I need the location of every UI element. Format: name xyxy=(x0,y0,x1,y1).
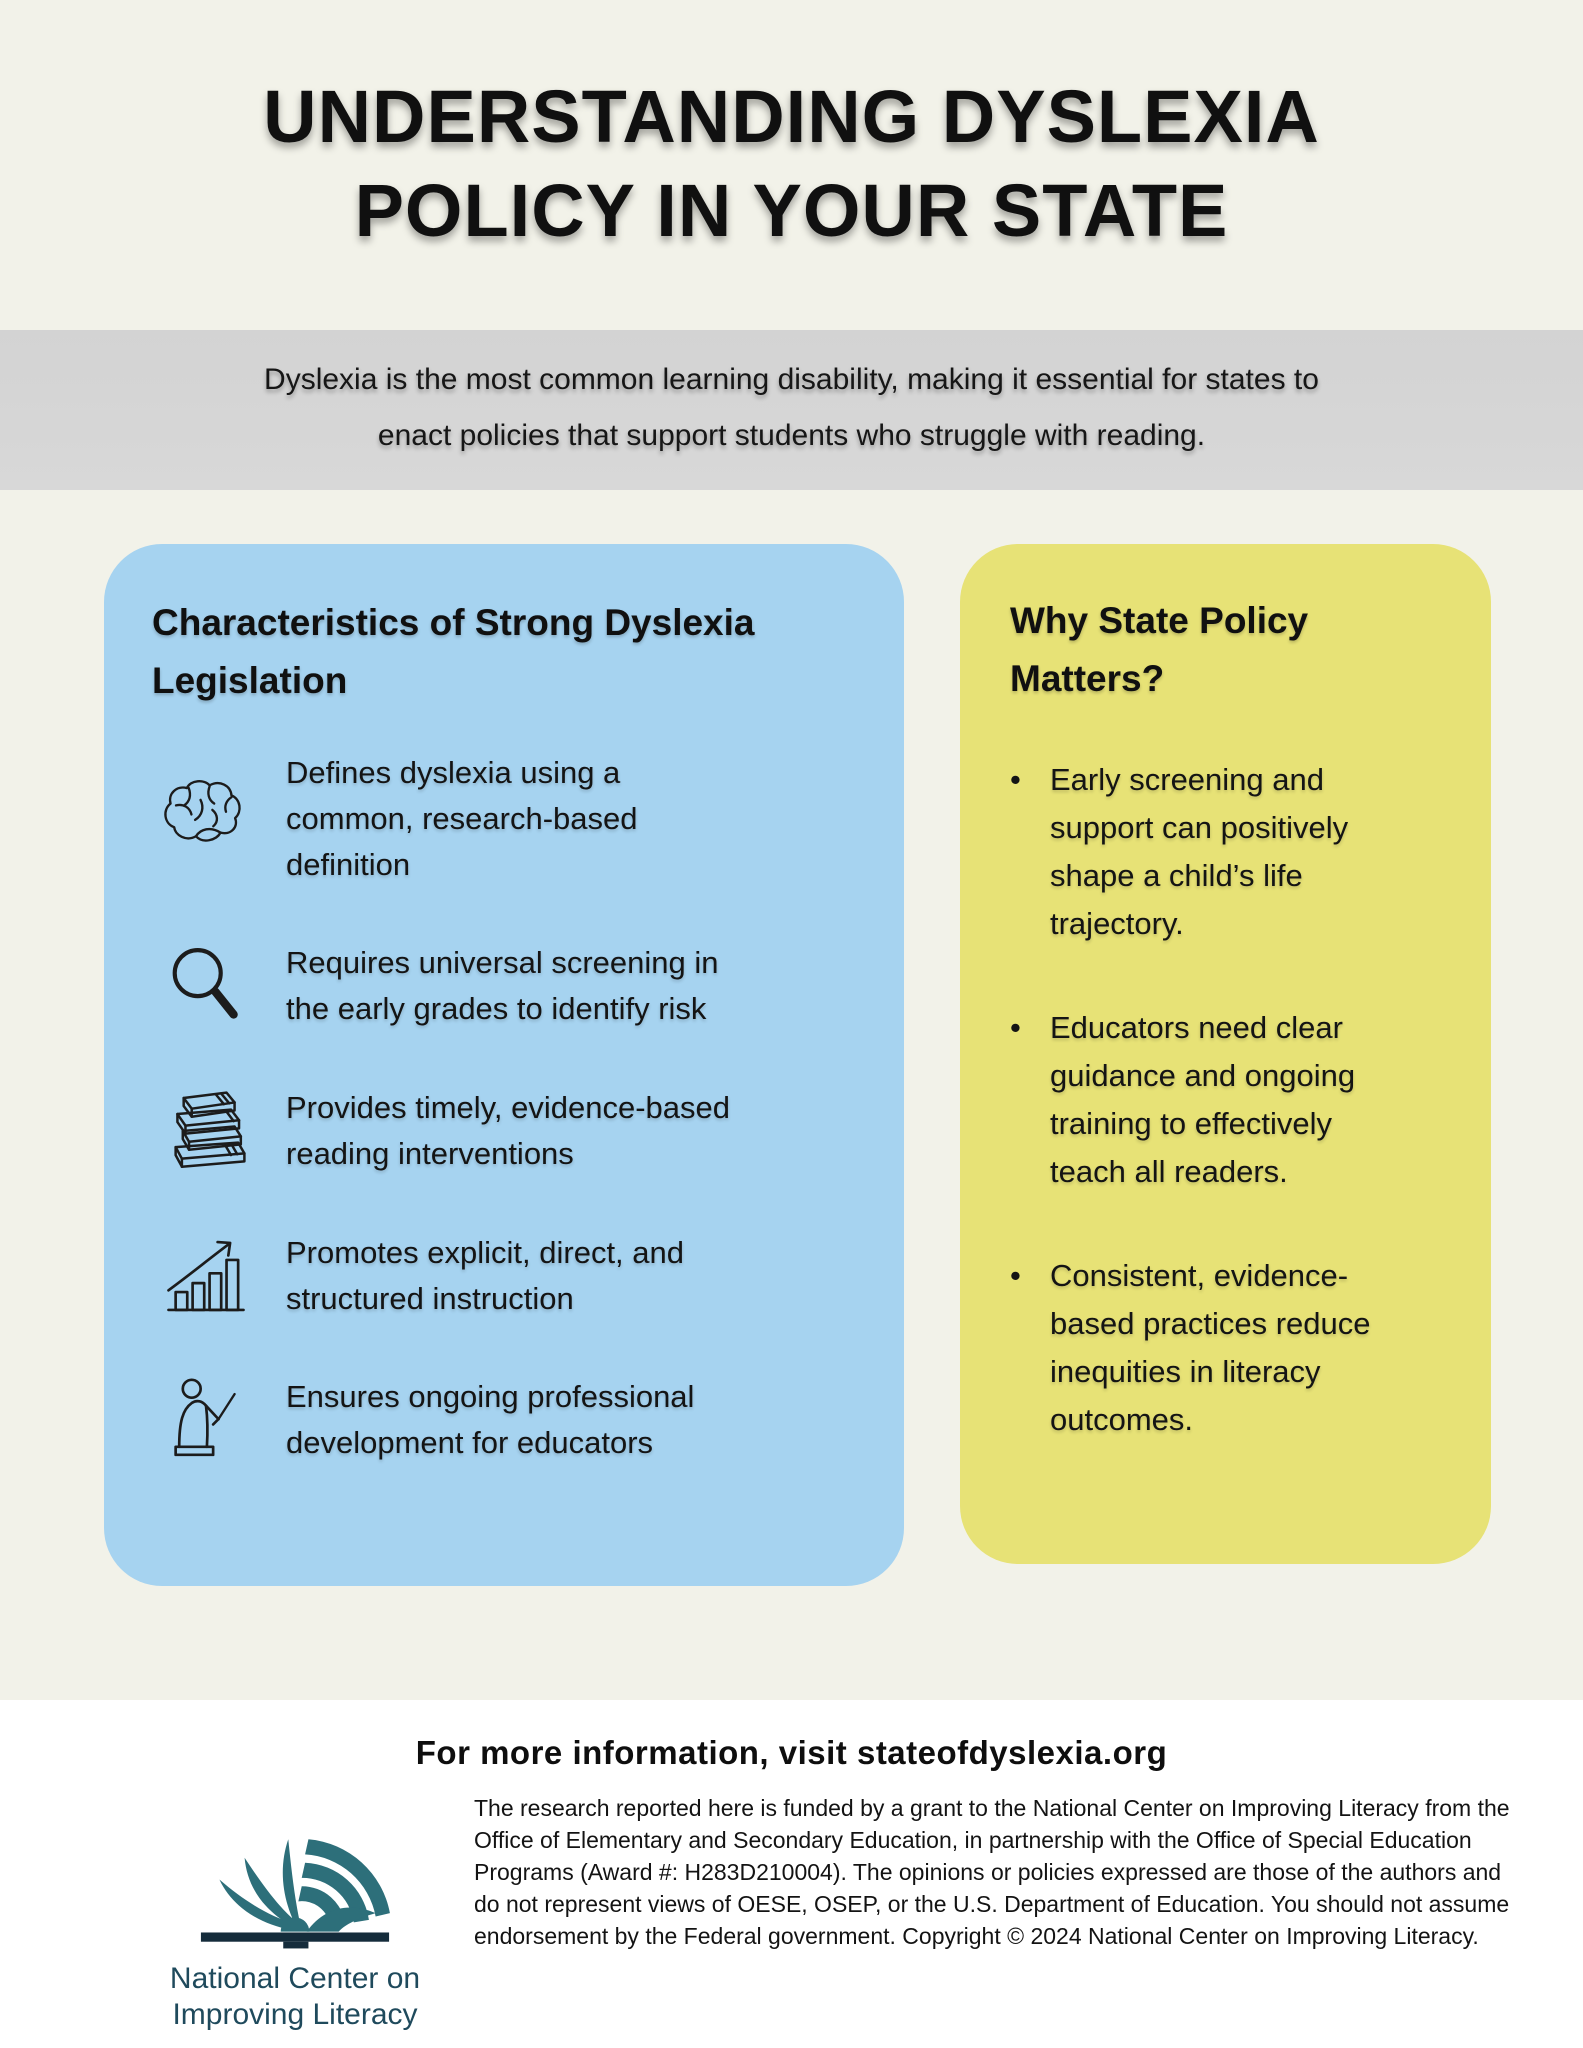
page-title xyxy=(0,0,1583,258)
ncil-logo-text-line1: National Center on xyxy=(169,1962,421,1995)
list-item-text: Defines dyslexia using a common, research-based definition xyxy=(286,755,638,882)
ncil-logo-icon xyxy=(169,1792,421,1952)
bullet-item xyxy=(1010,756,1441,948)
list-item-text: Provides timely, evidence-based reading interventions xyxy=(286,1090,730,1171)
cards-row xyxy=(0,544,1583,1586)
intro-banner xyxy=(0,330,1583,490)
bullet-text: • Consistent, evidence-based practices reduce inequities in literacy outcomes. xyxy=(1050,1258,1371,1437)
footer-row xyxy=(0,1792,1583,2033)
bullet-text: • Educators need clear guidance and ongoing training to effectively teach all readers. xyxy=(1050,1010,1356,1189)
brain-icon xyxy=(152,777,260,861)
list-item xyxy=(152,1230,856,1322)
list-item-text: Promotes explicit, direct, and structured instruction xyxy=(286,1235,685,1316)
bullet-text: • Early screening and support can positively shape a child’s life trajectory. xyxy=(1050,762,1349,941)
footer-section xyxy=(0,1700,1583,2048)
characteristics-card xyxy=(104,544,904,1586)
ncil-logo-text xyxy=(150,1961,440,2033)
intro-banner-line2: enact policies that support students who struggle with reading. xyxy=(377,419,1206,452)
ncil-logo xyxy=(150,1792,440,2033)
list-item xyxy=(152,1374,856,1466)
list-item-text: Requires universal screening in the early grades to identify risk xyxy=(286,945,719,1026)
ncil-logo-text-line2: Improving Literacy xyxy=(172,1998,418,2031)
disclaimer-text: The research reported here is funded by a grant to the National Center on Improving Literacy from the Office of Elementary and Secondary Education, in partnership with the Office of Special Education Programs (Award #: H283D210004). The opinions or policies expressed are those of the authors and do not represent views of OESE, OSEP, or the U.S. Department of Education. You should not assume endorsement by the Federal government. Copyright © 2024 National Center on Improving Literacy. xyxy=(474,1795,1510,1949)
list-item xyxy=(152,750,856,888)
list-item xyxy=(152,940,856,1032)
list-item-text: Ensures ongoing professional development for educators xyxy=(286,1379,695,1460)
page-title-line2: POLICY IN YOUR STATE xyxy=(354,169,1229,252)
list-item xyxy=(152,1084,856,1178)
bullet-item xyxy=(1010,1252,1441,1444)
why-policy-heading: Why State Policy Matters? xyxy=(1010,600,1309,699)
teacher-icon xyxy=(152,1374,260,1466)
characteristics-heading: Characteristics of Strong Dyslexia Legislation xyxy=(152,602,755,701)
more-info-text: For more information, visit stateofdyslexia.org xyxy=(415,1734,1168,1771)
magnifying-glass-icon xyxy=(152,940,260,1032)
why-policy-card xyxy=(960,544,1491,1564)
page-title-line1: UNDERSTANDING DYSLEXIA xyxy=(263,75,1320,158)
growth-chart-icon xyxy=(152,1231,260,1321)
books-icon xyxy=(152,1084,260,1178)
bullet-item xyxy=(1010,1004,1441,1196)
intro-banner-line1: Dyslexia is the most common learning disability, making it essential for states to xyxy=(264,363,1319,396)
